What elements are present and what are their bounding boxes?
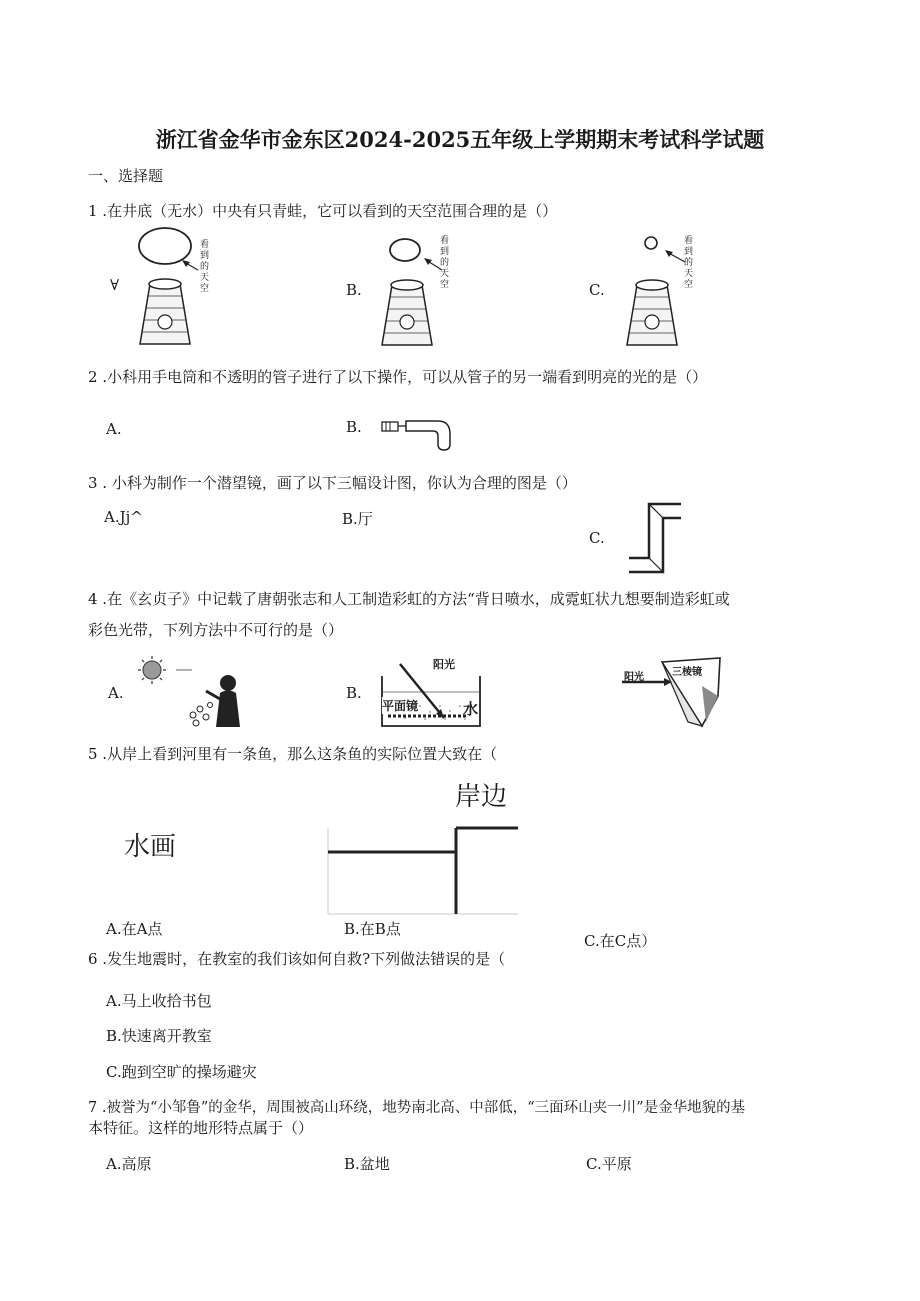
q1-well-figure-a [120,226,230,346]
q4-label-sunlight: 阳光 [433,658,455,671]
q6-option-b: B.快速离开教室 [106,1027,212,1045]
q5-option-c: C.在C点） [584,932,657,950]
question-5-text: 5 .从岸上看到河里有一条鱼，那么这条鱼的实际位置大致在（ [88,745,498,763]
q1-option-b: B. [346,281,362,299]
q3-option-b: B.厅 [342,510,373,528]
q4-label-water: 水 [463,700,479,718]
q4-spray-water-figure [138,655,248,730]
q6-option-c: C.跑到空旷的操场避灾 [106,1063,257,1081]
q4-label-prism: 三棱镜 [672,667,702,678]
q7-option-b: B.盆地 [344,1155,390,1173]
q3-periscope-figure-c [625,502,685,574]
question-2-text: 2 .小科用手电筒和不透明的管子进行了以下操作，可以从管子的另一端看到明亮的光的是（） [88,368,708,386]
question-1-text: 1 .在井底（无水）中央有只青蛙，它可以看到的天空范围合理的是（） [88,202,558,220]
q1-figure-label-a: 看到的天空 [200,240,210,294]
question-6-text: 6 .发生地震时，在教室的我们该如何自救?下列做法错误的是（ [88,950,506,968]
q1-well-figure-c [615,232,715,347]
q7-option-c: C.平原 [586,1155,632,1173]
question-4-text-line2: 彩色光带，下列方法中不可行的是（） [88,621,344,639]
page-title: 浙江省金华市金东区2024-2025五年级上学期期末考试科学试题 [155,127,765,152]
question-7-text-line2: 本特征。这样的地形特点属于（） [88,1119,314,1137]
q6-option-a: A.马上收拾书包 [106,992,212,1010]
q4-label-sunlight-prism: 阳光 [624,672,644,683]
q5-option-b: B.在B点 [344,920,401,938]
q4-option-b: B. [346,684,362,702]
q2-flashlight-bent-tube-figure [380,414,455,452]
q4-label-mirror: 平面镜 [382,699,419,713]
q5-riverbank-figure [328,826,520,916]
q1-figure-label-c: 看到的天空 [684,236,694,290]
q2-option-a: A. [106,420,122,438]
question-3-text: 3 . 小科为制作一个潜望镜，画了以下三幅设计图，你认为合理的图是（） [88,474,577,492]
question-7-text-line1: 7 .被誉为“小邹鲁”的金华，周围被高山环绕，地势南北高、中部低，“三面环山夹一川”是金华地貌的基 [88,1100,746,1116]
q5-label-water: 水画 [124,832,177,862]
q1-figure-label-b: 看到的天空 [440,236,450,290]
q4-option-a: A. [108,684,124,702]
q1-option-a: ∀ [110,276,120,294]
q7-option-a: A.高原 [106,1155,152,1173]
q2-option-b: B. [346,418,362,436]
q1-option-c: C. [589,281,605,299]
question-4-text-line1: 4 .在《玄贞子》中记载了唐朝张志和人工制造彩虹的方法“背日喷水，成霓虹状九想要制造彩虹或 [88,590,730,608]
q5-option-a: A.在A点 [106,920,163,938]
q5-label-bank: 岸边 [455,782,508,812]
q3-option-c: C. [589,529,605,547]
section-heading: 一、选择题 [88,167,164,185]
q1-well-figure-b [372,232,472,347]
q3-option-a: A.Jj^ [104,508,143,526]
